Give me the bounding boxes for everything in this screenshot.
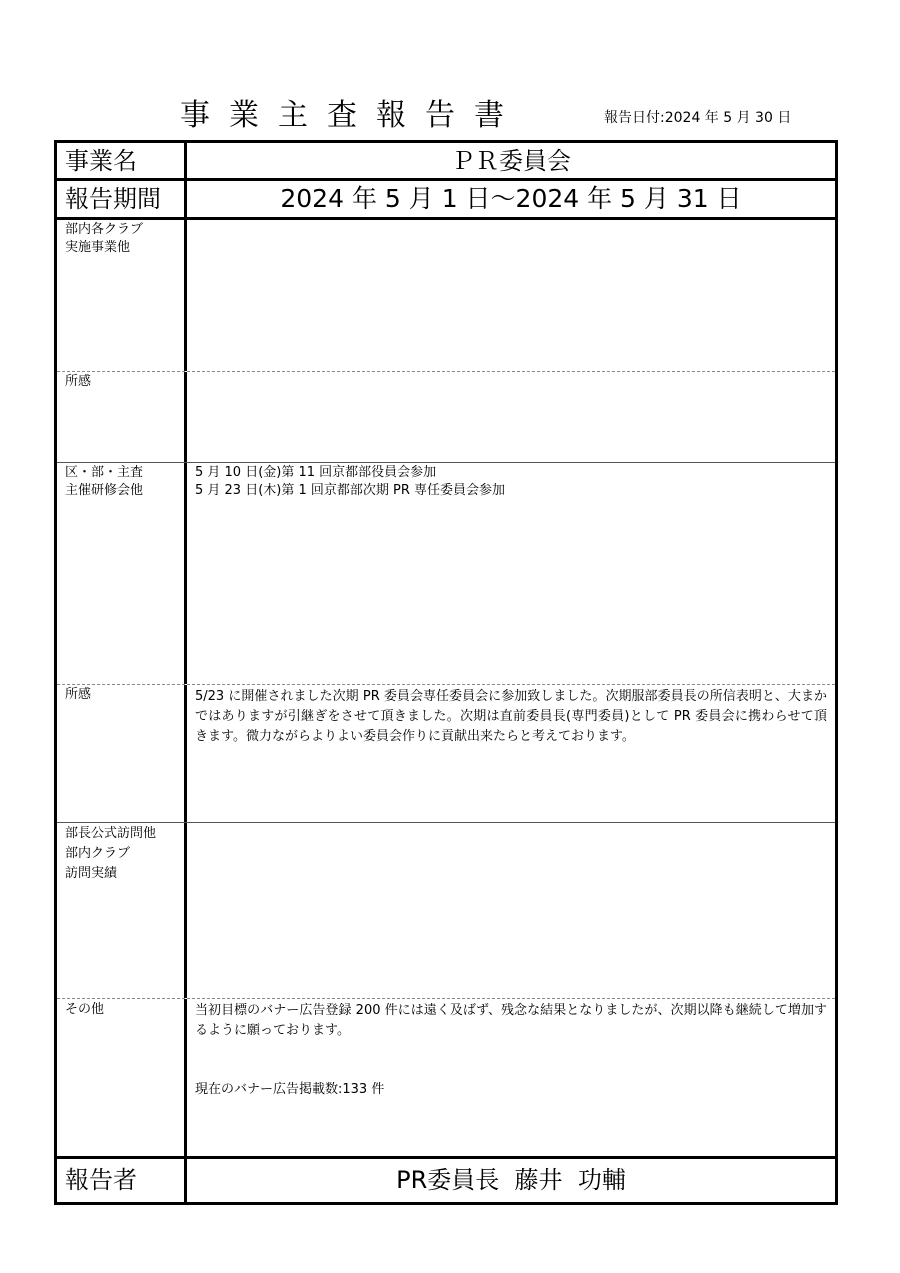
official-visits-label-line: 部長公式訪問他 (65, 826, 157, 841)
club-activities-label-line: 実施事業他 (65, 240, 131, 255)
other-label: その他 (57, 999, 187, 1156)
district-event-item: 5 月 23 日(木)第 1 回京都部次期 PR 専任委員会参加 (195, 483, 506, 498)
impression-2-label: 所感 (57, 685, 187, 822)
document-title: 事業主査報告書 (180, 98, 523, 133)
row-impression-1 (57, 372, 835, 463)
club-activities-value (187, 220, 835, 371)
row-district-events (57, 463, 835, 685)
business-name-label: 事業名 (57, 143, 187, 178)
business-name-value: ＰＲ委員会 (451, 147, 571, 175)
official-visits-label (57, 823, 187, 998)
reporter-label: 報告者 (57, 1159, 187, 1202)
district-events-label-line: 主催研修会他 (65, 483, 144, 498)
impression-1-value (187, 372, 835, 462)
banner-count: 現在のバナー広告掲載数:133 件 (195, 1082, 385, 1097)
reporter-value: PR委員長 藤井 功輔 (396, 1166, 626, 1194)
impression-1-label: 所感 (57, 372, 187, 462)
district-events-label (57, 463, 187, 684)
other-paragraph: 当初目標のバナー広告登録 200 件には遠く及ばず、残念な結果となりましたが、次期以降も継続して増加するように願っております。 (195, 1003, 827, 1038)
district-events-value (187, 463, 835, 684)
row-report-period (57, 181, 835, 220)
row-club-activities (57, 220, 835, 372)
official-visits-label-line: 部内クラブ (65, 846, 131, 861)
report-form (54, 140, 838, 1205)
row-impression-2 (57, 685, 835, 823)
report-period-value: 2024 年 5 月 1 日～2024 年 5 月 31 日 (280, 184, 742, 213)
club-activities-label (57, 220, 187, 371)
row-reporter (57, 1159, 835, 1202)
row-business-name (57, 143, 835, 181)
official-visits-value (187, 823, 835, 998)
row-official-visits (57, 823, 835, 999)
official-visits-label-line: 訪問実績 (65, 866, 118, 881)
club-activities-label-line: 部内各クラブ (65, 222, 144, 237)
district-events-label-line: 区・部・主査 (65, 465, 144, 480)
report-date: 報告日付:2024 年 5 月 30 日 (604, 110, 792, 126)
impression-2-value: 5/23 に開催されました次期 PR 委員会専任委員会に参加致しました。次期服部委員長の所信表明と、大まかではありますが引継ぎをさせて頂きました。次期は直前委員長(専門委員)として PR 委員会に携わらせて頂きます。微力ながらよりよい委員会作りに貢献出来たらと考えております。 (195, 689, 827, 744)
report-period-label: 報告期間 (57, 181, 187, 217)
row-other (57, 999, 835, 1159)
other-value (187, 999, 835, 1156)
district-event-item: 5 月 10 日(金)第 11 回京都部役員会参加 (195, 465, 437, 480)
